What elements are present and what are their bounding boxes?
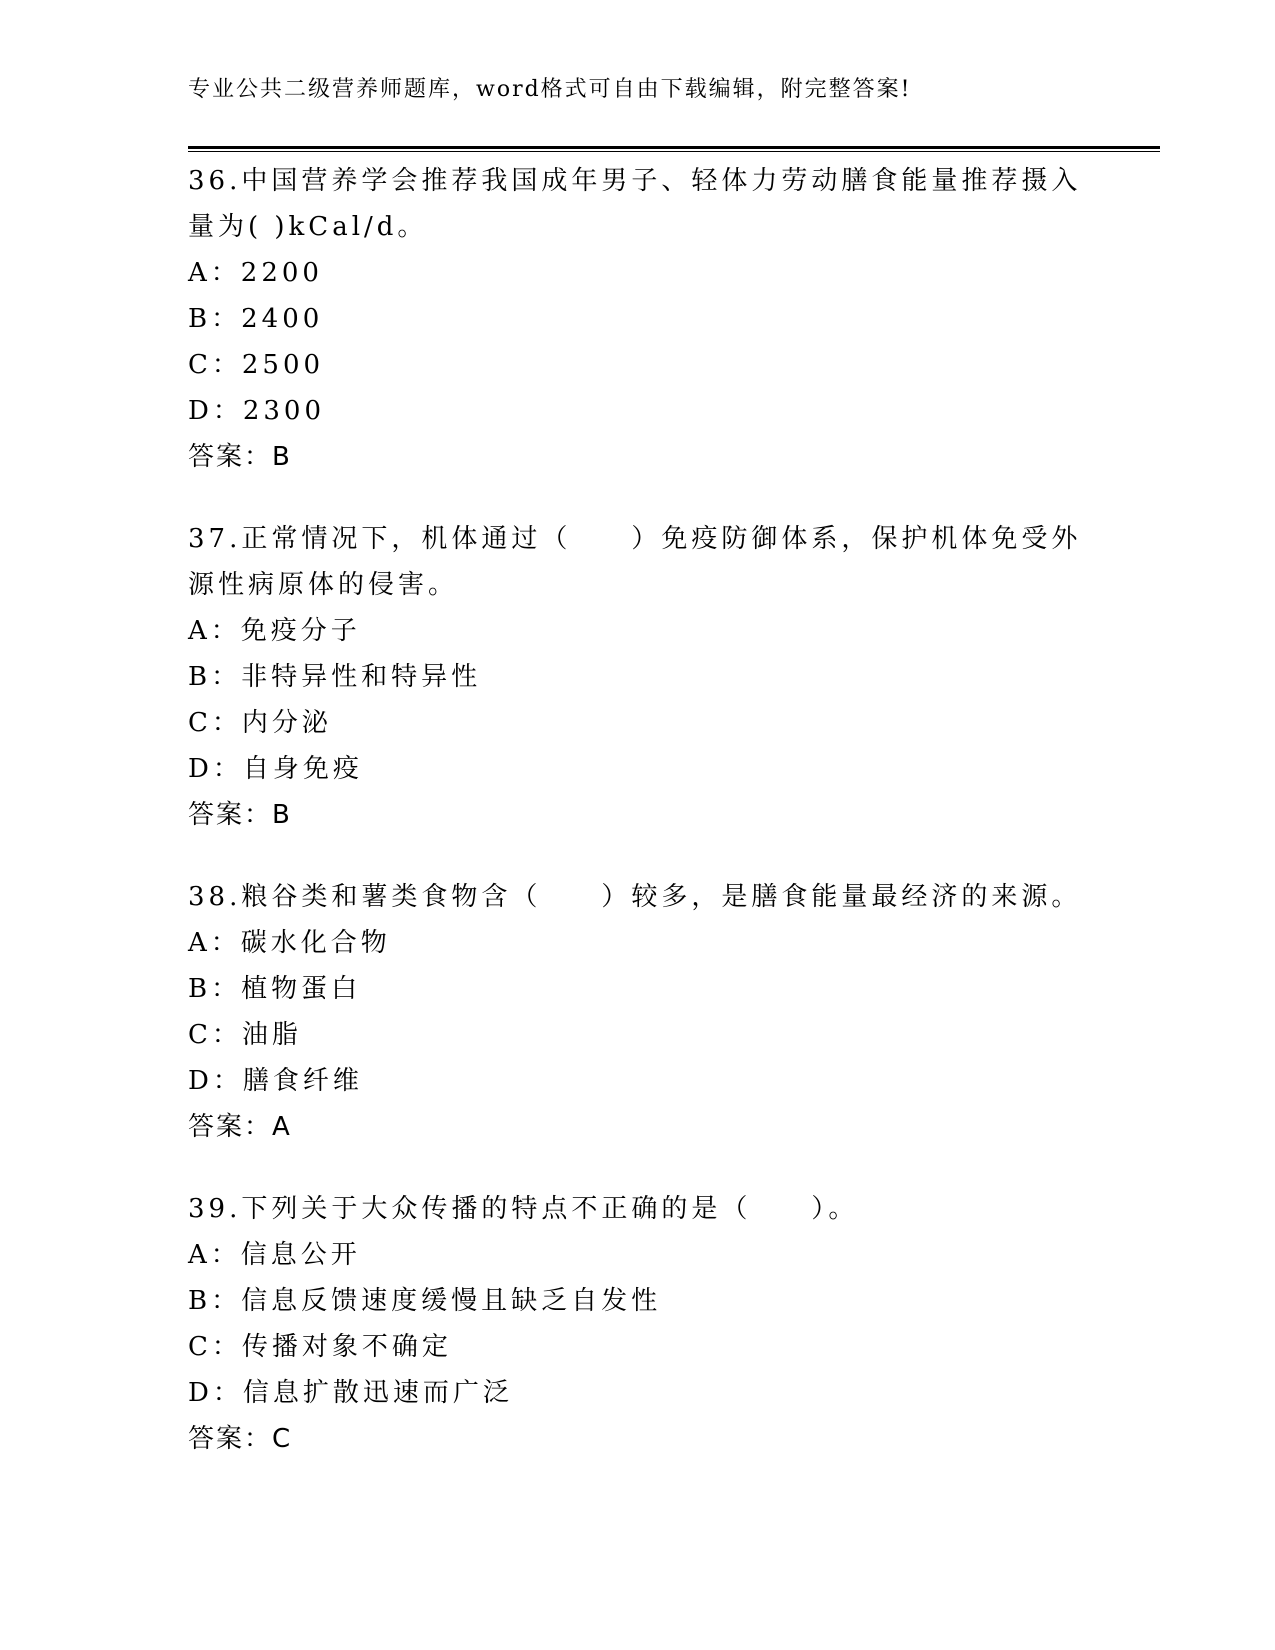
option-b: B：非特异性和特异性 (188, 662, 482, 692)
option-c: C：传播对象不确定 (188, 1332, 452, 1362)
option-a: A：信息公开 (188, 1240, 361, 1270)
answer-line: 答案：A (188, 1112, 292, 1142)
option-d: D：膳食纤维 (188, 1066, 363, 1096)
option-b: B：信息反馈速度缓慢且缺乏自发性 (188, 1286, 662, 1316)
option-b: B：植物蛋白 (188, 974, 362, 1004)
option-a: A：2200 (188, 258, 323, 288)
page-header: 专业公共二级营养师题库，word格式可自由下载编辑，附完整答案! (188, 77, 912, 102)
header-divider-thick (188, 146, 1160, 149)
question-stem: 38.粮谷类和薯类食物含（ ）较多，是膳食能量最经济的来源。 (188, 882, 1082, 912)
answer-line: 答案：B (188, 800, 292, 830)
question-stem: 36.中国营养学会推荐我国成年男子、轻体力劳动膳食能量推荐摄入量为( )kCal/d。 (188, 166, 1082, 242)
option-c: C：油脂 (188, 1020, 302, 1050)
option-d: D：自身免疫 (188, 754, 363, 784)
option-d: D：2300 (188, 396, 326, 426)
option-b: B：2400 (188, 304, 324, 334)
option-c: C：2500 (188, 350, 325, 380)
question-38 (188, 874, 1088, 1150)
question-list (188, 158, 1088, 1498)
question-39 (188, 1186, 1088, 1462)
option-d: D：信息扩散迅速而广泛 (188, 1378, 513, 1408)
option-c: C：内分泌 (188, 708, 332, 738)
option-a: A：碳水化合物 (188, 928, 391, 958)
question-36 (188, 158, 1088, 480)
answer-line: 答案：C (188, 1424, 293, 1454)
option-a: A：免疫分子 (188, 616, 361, 646)
answer-line: 答案：B (188, 442, 292, 472)
header-divider-thin (188, 151, 1160, 152)
question-stem: 39.下列关于大众传播的特点不正确的是（ ）。 (188, 1194, 859, 1224)
question-stem: 37.正常情况下，机体通过（ ）免疫防御体系，保护机体免受外源性病原体的侵害。 (188, 524, 1082, 600)
question-37 (188, 516, 1088, 838)
